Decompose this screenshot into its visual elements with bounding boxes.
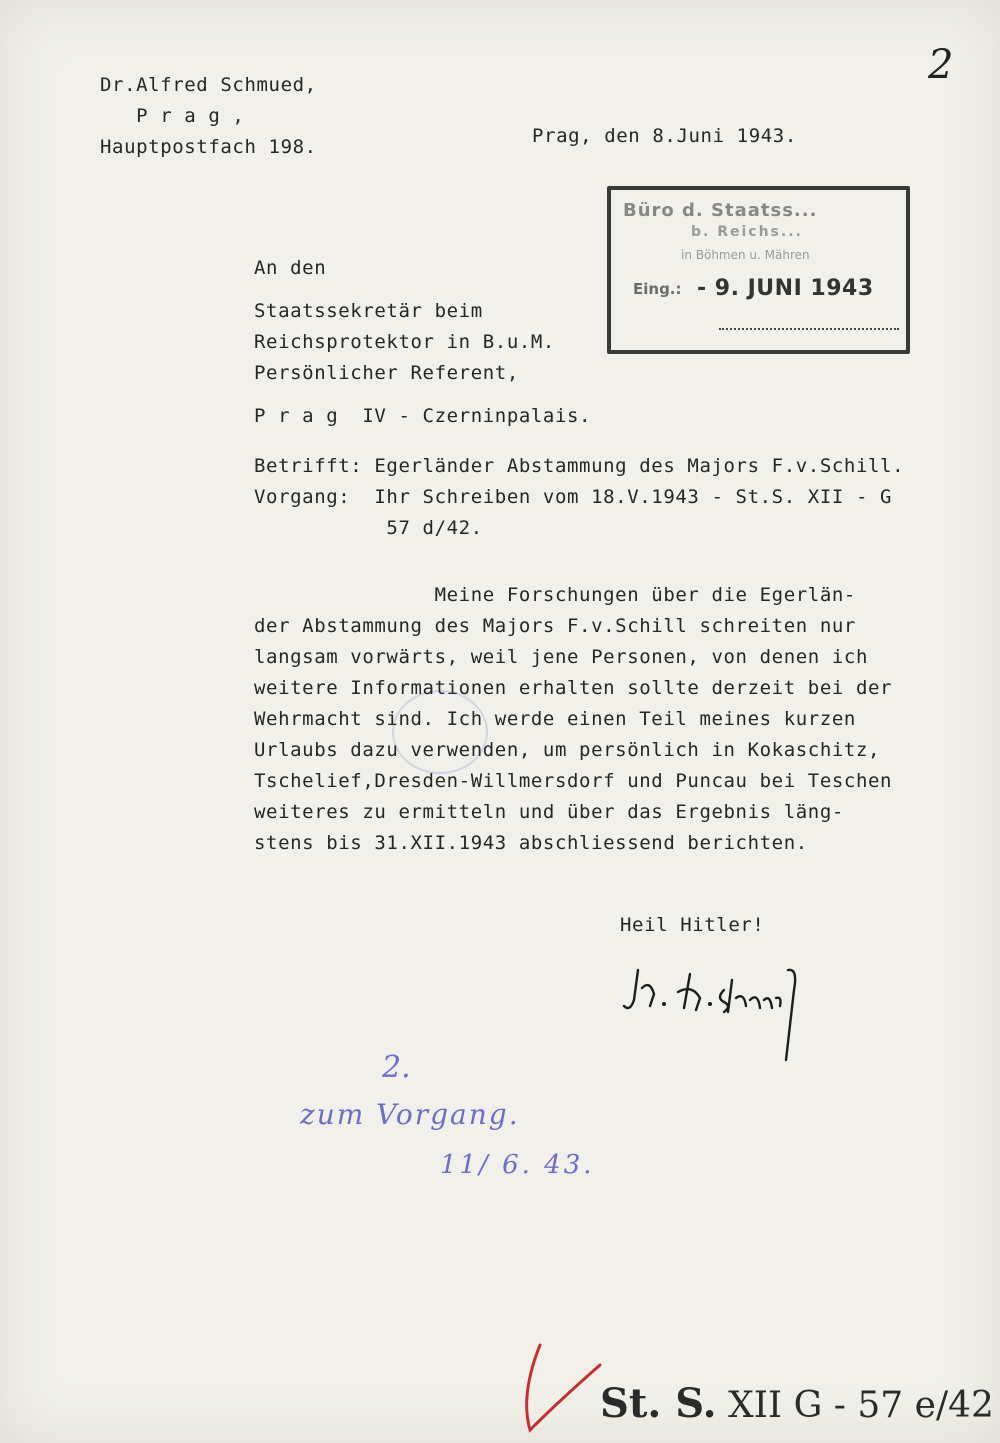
stamp-received-label: Eing.: — [633, 280, 682, 298]
recipient-line: Persönlicher Referent, — [254, 362, 519, 384]
body-line: Urlaubs dazu verwenden, um persönlich in Kokaschitz, — [254, 739, 881, 761]
subject-line: Betrifft: Egerländer Abstammung des Majors F.v.Schill. — [254, 455, 905, 477]
body-line: Tschelief,Dresden-Willmersdorf und Puncau bei Teschen — [254, 770, 893, 792]
reference-line: Vorgang: Ihr Schreiben vom 18.V.1943 - St.S. XII - G — [254, 486, 893, 508]
body-line: weitere Informationen erhalten sollte derzeit bei der — [254, 677, 893, 699]
body-line: stens bis 31.XII.1943 abschliessend berichten. — [254, 832, 808, 854]
reference-line: 57 d/42. — [254, 517, 483, 539]
file-ref-number: XII G - 57 e/42 — [728, 1385, 994, 1426]
stamp-line-1: Büro d. Staatss... — [623, 200, 818, 221]
handwritten-note-2: zum Vorgang. — [300, 1098, 520, 1131]
body-line: weiteres zu ermitteln und über das Ergebnis läng- — [254, 801, 844, 823]
stamp-line-2: b. Reichs... — [691, 224, 803, 240]
sender-city: P r a g , — [100, 105, 245, 127]
body-line: langsam vorwärts, weil jene Personen, von denen ich — [254, 646, 868, 668]
handwritten-note-1: 2. — [382, 1050, 411, 1085]
letter-date: Prag, den 8.Juni 1943. — [532, 125, 797, 147]
recipient-line: Reichsprotektor in B.u.M. — [254, 331, 555, 353]
body-line: Meine Forschungen über die Egerlän- — [254, 584, 856, 606]
recipient-line: Staatssekretär beim — [254, 300, 483, 322]
sender-postbox: Hauptpostfach 198. — [100, 136, 317, 158]
file-reference — [600, 1380, 994, 1427]
body-line: der Abstammung des Majors F.v.Schill schreiten nur — [254, 615, 856, 637]
body-line: Wehrmacht sind. Ich werde einen Teil meines kurzen — [254, 708, 856, 730]
file-ref-prefix: St. S. — [600, 1380, 717, 1427]
stamp-line-3: in Böhmen u. Mähren — [681, 248, 810, 262]
recipient-line: An den — [254, 257, 327, 279]
handwritten-note-3: 11/ 6. 43. — [440, 1150, 595, 1180]
recipient-line: P r a g IV - Czerninpalais. — [254, 405, 592, 427]
sender-name: Dr.Alfred Schmued, — [100, 74, 317, 96]
closing-salutation: Heil Hitler! — [620, 914, 765, 936]
page-number: 2 — [928, 42, 954, 88]
stamp-date: - 9. JUNI 1943 — [697, 276, 874, 301]
